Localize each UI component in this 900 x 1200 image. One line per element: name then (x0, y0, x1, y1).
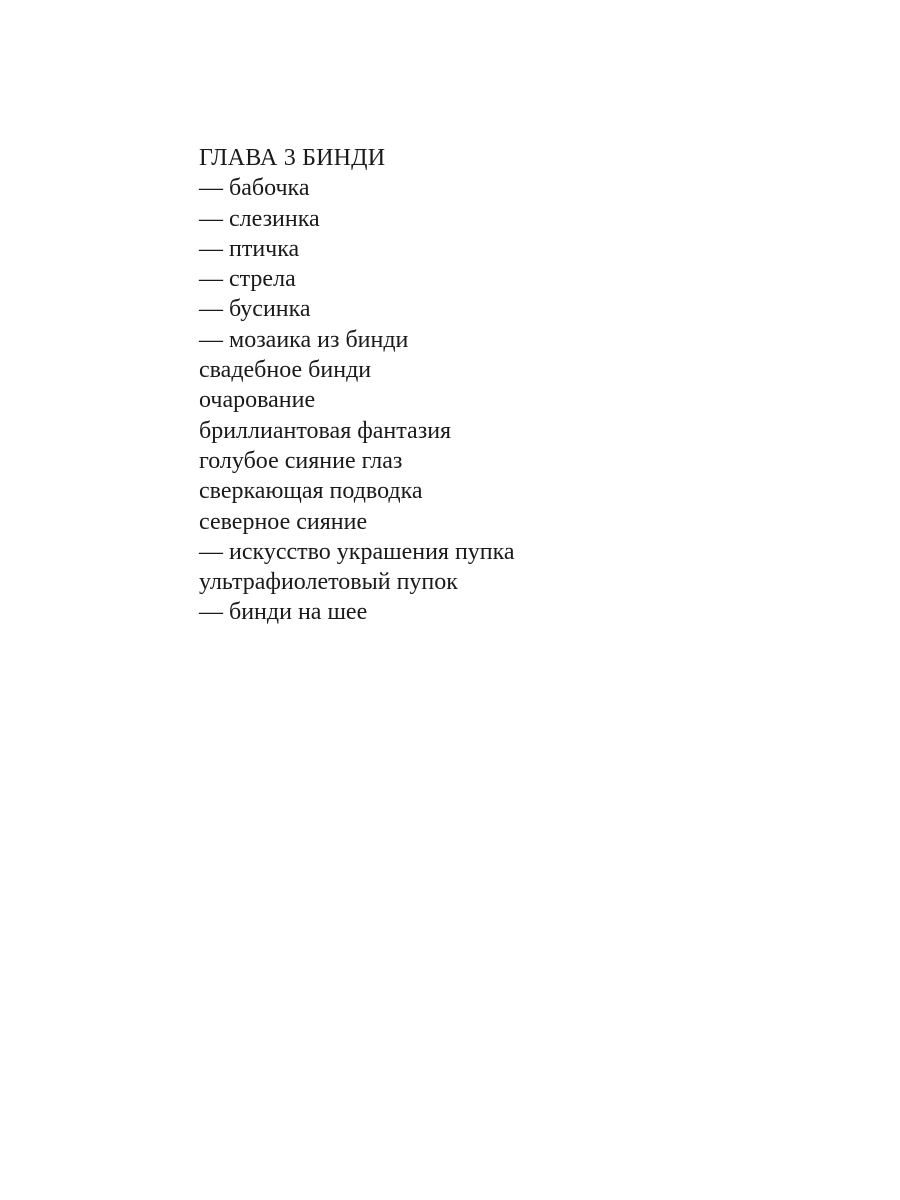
contents-entry: сверкающая подводка (199, 478, 423, 505)
contents-entry: — искусство украшения пупка (199, 538, 515, 565)
contents-entry: свадебное бинди (199, 357, 372, 384)
contents-entry: — бинди на шее (199, 599, 368, 626)
contents-entry: северное сияние (199, 508, 368, 535)
contents-entry: ультрафиолетовый пупок (199, 569, 458, 596)
contents-entry: — мозаика из бинди (199, 326, 409, 353)
contents-entry: — слезинка (199, 205, 320, 232)
contents-entry: голубое сияние глаз (199, 447, 403, 474)
contents-entry: — птичка (199, 235, 300, 262)
chapter-heading: ГЛАВА 3 БИНДИ (199, 145, 386, 171)
contents-entry: бриллиантовая фантазия (199, 417, 452, 444)
contents-entry: очарование (199, 387, 316, 414)
contents-entry: — стрела (199, 266, 296, 293)
contents-entry: — бусинка (199, 296, 311, 323)
chapter-contents (199, 143, 515, 628)
contents-entry: — бабочка (199, 175, 310, 202)
